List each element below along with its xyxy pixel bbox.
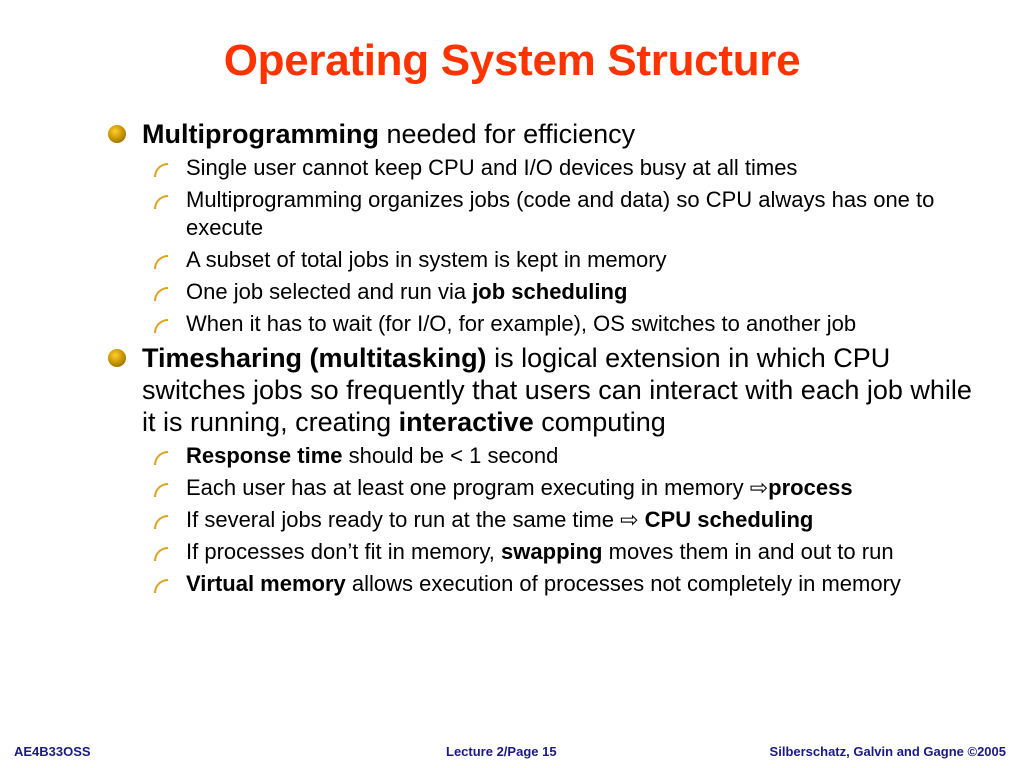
sub-bullet-icon	[154, 483, 168, 497]
sub-bullet-icon	[154, 451, 168, 465]
sub-item-text: allows execution of processes not completely in memory	[345, 571, 901, 596]
sub-item	[108, 538, 988, 566]
sub-bullet-icon	[154, 579, 168, 593]
sub-bullet-icon	[154, 195, 168, 209]
sub-item	[108, 474, 988, 502]
sub-item-text: should be < 1 second	[342, 443, 559, 468]
sub-item-term: swapping	[501, 539, 603, 564]
bullet-timesharing	[108, 342, 988, 438]
footer-page-number: Lecture 2/Page 15	[446, 744, 557, 759]
bullet-dot-icon	[108, 349, 126, 367]
sub-bullet-icon	[154, 319, 168, 333]
bullet-text: needed for efficiency	[379, 119, 636, 149]
bullet-term: Multiprogramming	[142, 119, 379, 149]
bullet-text: computing	[533, 407, 666, 437]
sub-item	[108, 442, 988, 470]
sub-item-text: If several jobs ready to run at the same time	[186, 507, 621, 532]
sub-item-term: Response time	[186, 443, 343, 468]
sub-item-text: If processes don’t fit in memory,	[186, 539, 502, 564]
arrow-right-icon: ⇨	[620, 507, 639, 532]
sub-item-term: job scheduling	[472, 279, 628, 304]
arrow-right-icon: ⇨	[749, 475, 769, 500]
sub-item-text: Multiprogramming organizes jobs (code and data) so CPU always has one to execute	[186, 187, 935, 240]
sub-item-term: Virtual memory	[186, 571, 346, 596]
sub-item-text: A subset of total jobs in system is kept in memory	[186, 247, 667, 272]
sub-bullet-icon	[154, 515, 168, 529]
sub-bullet-icon	[154, 547, 168, 561]
sub-item-text: moves them in and out to run	[602, 539, 894, 564]
sub-item-text: When it has to wait (for I/O, for example), OS switches to another job	[186, 311, 857, 336]
sub-item-text: Each user has at least one program executing in memory	[186, 475, 750, 500]
bullet-multiprogramming	[108, 118, 988, 150]
slide-content	[108, 118, 988, 598]
sub-item	[108, 506, 988, 534]
sub-bullet-icon	[154, 163, 168, 177]
footer-copyright: Silberschatz, Galvin and Gagne ©2005	[769, 744, 1006, 759]
sub-item	[108, 310, 988, 338]
bullet-text: is logical extension in which CPU switches jobs so frequently that users can interact with each job while it is running, creating	[142, 343, 972, 437]
footer-course-code: AE4B33OSS	[14, 744, 91, 759]
sub-bullet-icon	[154, 255, 168, 269]
sub-item	[108, 278, 988, 306]
sub-bullet-icon	[154, 287, 168, 301]
sub-item-text: Single user cannot keep CPU and I/O devices busy at all times	[186, 155, 798, 180]
bullet-term: interactive	[398, 407, 534, 437]
sub-item-term: process	[768, 475, 853, 500]
bullet-dot-icon	[108, 125, 126, 143]
sub-item-text: One job selected and run via	[186, 279, 473, 304]
bullet-term: Timesharing (multitasking)	[142, 343, 487, 373]
slide-title: Operating System Structure	[223, 36, 801, 85]
sub-item-term: CPU scheduling	[638, 507, 814, 532]
sub-item	[108, 246, 988, 274]
sub-item	[108, 186, 988, 242]
sub-item	[108, 570, 988, 598]
sub-item	[108, 154, 988, 182]
